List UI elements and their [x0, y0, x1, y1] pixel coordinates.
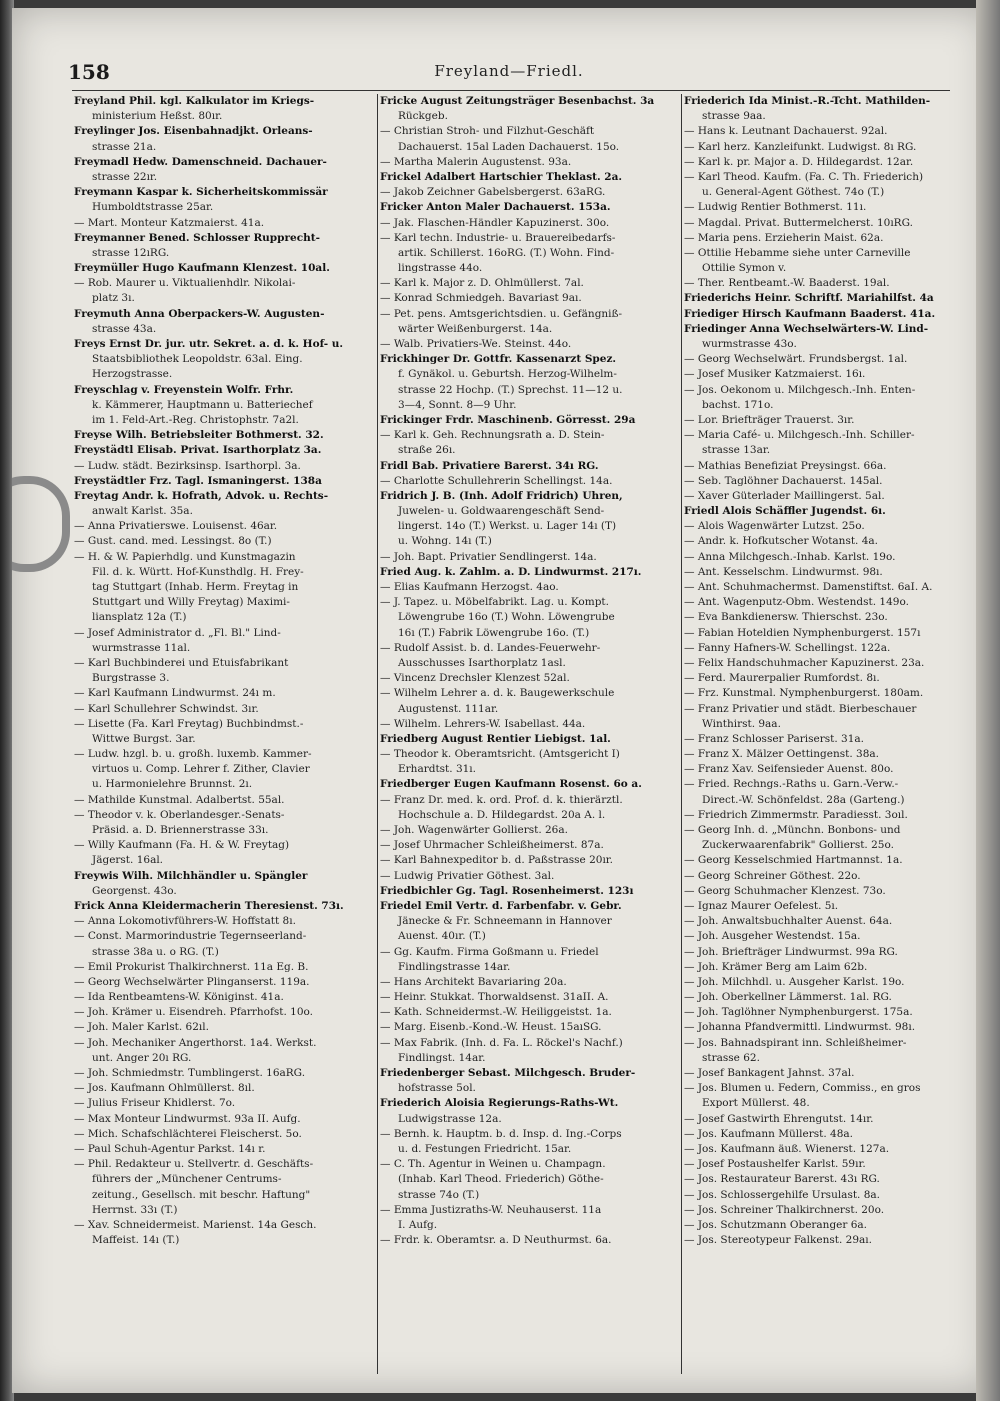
directory-entry: — Jos. Schreiner Thalkirchnerst. 20o. [684, 1203, 885, 1216]
column-3 [684, 94, 972, 1384]
entry-continuation: wurmstrasse 43o. [702, 338, 797, 350]
directory-entry: Fridl Bab. Privatiere Barerst. 34ı RG. [380, 459, 599, 472]
directory-entry: — Lisette (Fa. Karl Freytag) Buchbindmst.- [74, 717, 304, 730]
directory-entry: — Josef Bankagent Jahnst. 37al. [684, 1067, 855, 1079]
directory-entry: — Karl k. Geh. Rechnungsrath a. D. Stein- [380, 429, 605, 442]
directory-entry: — Jakob Zeichner Gabelsbergerst. 63aRG. [380, 186, 606, 199]
directory-entry: — Julius Friseur Khidlerst. 7o. [74, 1097, 236, 1110]
directory-entry: — Franz X. Mälzer Oettingenst. 38a. [684, 748, 879, 761]
directory-entry: — Wilhelm Lehrer a. d. k. Baugewerkschule [380, 687, 615, 700]
directory-entry: — Joh. Krämer u. Eisendreh. Pfarrhofst. 10o. [74, 1006, 314, 1019]
directory-entry: Friedenberger Sebast. Milchgesch. Bruder- [380, 1067, 636, 1079]
column-1 [74, 94, 374, 1384]
directory-entry: — Franz Dr. med. k. ord. Prof. d. k. thierärztl. [380, 793, 623, 806]
directory-entry: — Mathias Benefiziat Preysingst. 66a. [684, 459, 887, 472]
directory-entry: — Karl Theod. Kaufm. (Fa. C. Th. Friederich) [684, 170, 924, 183]
directory-entry: Friedel Emil Vertr. d. Farbenfabr. v. Gebr. [380, 899, 622, 912]
directory-entry: — Joh. Milchhdl. u. Ausgeher Karlst. 19o. [684, 975, 905, 988]
entry-continuation: strasse 74o (T.) [398, 1188, 480, 1201]
directory-entry: — Jos. Schutzmann Oberanger 6a. [684, 1218, 868, 1231]
entry-continuation: Erhardtst. 31ı. [398, 763, 477, 776]
directory-entry: — Jos. Kaufmann Müllerst. 48a. [684, 1127, 853, 1140]
directory-entry: Freymüller Hugo Kaufmann Klenzest. 10al. [74, 262, 330, 275]
directory-entry: — Joh. Oberkellner Lämmerst. 1al. RG. [684, 991, 892, 1004]
directory-entry: — Fanny Hafners-W. Schellingst. 122a. [684, 641, 891, 654]
directory-entry: Freyschlag v. Freyenstein Wolfr. Frhr. [74, 383, 294, 396]
directory-entry: — Maria Café- u. Milchgesch.-Inh. Schiller- [684, 429, 915, 442]
directory-entry: — Joh. Bapt. Privatier Sendlingerst. 14a. [380, 550, 597, 563]
entry-continuation: lingstrasse 44o. [398, 262, 483, 275]
page-header [68, 60, 950, 84]
entry-continuation: Rückgeb. [398, 110, 448, 123]
directory-entry: Friedberg August Rentier Liebigst. 1al. [380, 732, 611, 745]
directory-entry: — Alois Wagenwärter Lutzst. 25o. [684, 520, 865, 533]
directory-entry: — Charlotte Schullehrerin Schellingst. 14a. [380, 474, 613, 487]
directory-entry: — Franz Privatier und städt. Bierbeschauer [684, 702, 917, 715]
entry-continuation: Georgenst. 43o. [92, 884, 177, 897]
directory-entry: — Hans Architekt Bavariaring 20a. [380, 975, 567, 988]
directory-entry: Frickinger Frdr. Maschinenb. Görresst. 29a [380, 413, 636, 426]
directory-entry: Freystädtler Frz. Tagl. Ismaningerst. 138a [74, 474, 322, 487]
directory-entry: — Jos. Kaufmann Ohlmüllerst. 8ıl. [74, 1082, 255, 1095]
entry-continuation: 16ı (T.) Fabrik Löwengrube 16o. (T.) [398, 626, 590, 639]
directory-entry: — Magdal. Privat. Buttermelcherst. 10ıRG. [684, 216, 913, 229]
page-edge-right [976, 0, 1000, 1401]
column-divider [377, 94, 378, 1374]
directory-entry: — Karl Bahnexpeditor b. d. Paßstrasse 20ır. [380, 854, 614, 867]
directory-entry: — Max Monteur Lindwurmst. 93a II. Aufg. [74, 1112, 301, 1125]
entry-continuation: 3—4, Sonnt. 8—9 Uhr. [398, 398, 517, 411]
directory-entry: Freytag Andr. k. Hofrath, Advok. u. Rechts- [74, 489, 329, 502]
directory-entry: — Ant. Wagenputz-Obm. Westendst. 149o. [684, 596, 909, 609]
directory-entry: Frickel Adalbert Hartschier Theklast. 2a. [380, 170, 623, 183]
entry-continuation: u. Harmonielehre Brunnst. 2ı. [92, 778, 253, 791]
directory-entry: — Georg Kesselschmied Hartmannst. 1a. [684, 854, 903, 867]
directory-entry: — Lor. Briefträger Trauerst. 3ır. [684, 413, 855, 426]
directory-entry: Fried Aug. k. Zahlm. a. D. Lindwurmst. 217ı. [380, 565, 642, 578]
directory-entry: — Paul Schuh-Agentur Parkst. 14ı r. [74, 1142, 266, 1155]
directory-entry: — Theodor v. k. Oberlandesger.-Senats- [74, 808, 285, 821]
directory-entry: — Elias Kaufmann Herzogst. 4ao. [380, 581, 559, 593]
entry-continuation: strasse 9aa. [702, 110, 766, 123]
directory-entry: — Eva Bankdienersw. Thierschst. 23o. [684, 611, 888, 624]
directory-entry: — Ignaz Maurer Oefelest. 5ı. [684, 899, 839, 912]
directory-entry: — Ant. Kesselschm. Lindwurmst. 98ı. [684, 565, 883, 578]
directory-entry: — Josef Administrator d. „Fl. Bl." Lind- [74, 626, 281, 639]
directory-entry: — Jos. Restaurateur Barerst. 43ı RG. [684, 1173, 880, 1186]
directory-entry: — Const. Marmorindustrie Tegernseerland- [74, 930, 307, 943]
directory-entry: Freyse Wilh. Betriebsleiter Bothmerst. 32. [74, 429, 324, 442]
directory-entry: Fricker Anton Maler Dachauerst. 153a. [380, 201, 611, 214]
directory-entry: — Xav. Schneidermeist. Marienst. 14a Gesch. [74, 1218, 317, 1231]
directory-entry: — C. Th. Agentur in Weinen u. Champagn. [380, 1158, 606, 1171]
entry-continuation: Winthirst. 9aa. [702, 717, 781, 730]
directory-entry: — Karl k. Major z. D. Ohlmüllerst. 7al. [380, 277, 584, 290]
directory-entry: — Xaver Güterlader Maillingerst. 5al. [684, 489, 885, 502]
entry-continuation: lingerst. 14o (T.) Werkst. u. Lager 14ı (T) [398, 520, 617, 533]
entry-continuation: Ausschusses Isarthorplatz 1asl. [398, 656, 566, 669]
entry-continuation: f. Gynäkol. u. Geburtsh. Herzog-Wilhelm- [398, 368, 617, 381]
directory-entry: — Joh. Wagenwärter Gollierst. 26a. [380, 824, 568, 836]
entry-continuation: Juwelen- u. Goldwaarengeschäft Send- [398, 505, 605, 518]
directory-entry: — Mathilde Kunstmal. Adalbertst. 55al. [74, 793, 285, 806]
directory-entry: — Karl Buchbinderei und Etuisfabrikant [74, 656, 289, 669]
directory-entry: — Felix Handschuhmacher Kapuzinerst. 23a. [684, 656, 925, 669]
directory-entry: — Walb. Privatiers-We. Steinst. 44o. [380, 338, 572, 350]
entry-continuation: Direct.-W. Schönfeldst. 28a (Garteng.) [702, 793, 905, 806]
entry-continuation: artik. Schillerst. 16oRG. (T.) Wohn. Find- [398, 246, 615, 259]
directory-entry: — Joh. Krämer Berg am Laim 62b. [684, 960, 868, 973]
directory-entry: — Vincenz Drechsler Klenzest 52al. [380, 672, 570, 685]
directory-entry: — Konrad Schmiedgeh. Bavariast 9aı. [380, 292, 582, 305]
directory-entry: — Anna Privatierswe. Louisenst. 46ar. [74, 520, 278, 533]
entry-continuation: Ludwigstrasse 12a. [398, 1112, 502, 1125]
directory-entry: — Karl Kaufmann Lindwurmst. 24ı m. [74, 687, 276, 700]
directory-entry: — Mart. Monteur Katzmaierst. 41a. [74, 216, 265, 229]
entry-continuation: wärter Weißenburgerst. 14a. [398, 322, 553, 335]
directory-entry: — Josef Uhrmacher Schleißheimerst. 87a. [380, 839, 604, 852]
directory-entry: — Frz. Kunstmal. Nymphenburgerst. 180am. [684, 687, 924, 700]
directory-entry: Friedberger Eugen Kaufmann Rosenst. 6o a. [380, 778, 642, 791]
directory-entry: — Jos. Kaufmann äuß. Wienerst. 127a. [684, 1142, 890, 1155]
entry-continuation: Herzogstrasse. [92, 368, 173, 381]
directory-entry: — Franz Schlosser Pariserst. 31a. [684, 732, 864, 745]
directory-entry: Freystädtl Elisab. Privat. Isarthorplatz 3a. [74, 444, 322, 457]
directory-entry: — Joh. Briefträger Lindwurmst. 99a RG. [684, 945, 898, 958]
entry-continuation: Jägerst. 16al. [92, 854, 164, 867]
entry-continuation: Fil. d. k. Württ. Hof-Kunsthdlg. H. Frey- [92, 565, 304, 578]
entry-continuation: Augustenst. 111ar. [398, 702, 499, 715]
directory-entry: — Fried. Rechngs.-Raths u. Garn.-Verw.- [684, 778, 899, 791]
entry-continuation: Auenst. 40ır. (T.) [398, 930, 486, 943]
directory-entry: — Bernh. k. Hauptm. b. d. Insp. d. Ing.-Corps [380, 1127, 622, 1140]
entry-continuation: Löwengrube 16o (T.) Wohn. Löwengrube [398, 611, 615, 624]
directory-entry: — Mich. Schafschlächterei Fleischerst. 5o. [74, 1127, 302, 1140]
entry-continuation: strasse 21a. [92, 140, 157, 153]
entry-continuation: strasse 22 Hochp. (T.) Sprechst. 11—12 u. [398, 383, 623, 396]
directory-entry: Freymuth Anna Oberpackers-W. Augusten- [74, 307, 325, 320]
directory-entry: — Anna Lokomotivführers-W. Hoffstatt 8ı. [74, 915, 296, 928]
directory-entry: — Gust. cand. med. Lessingst. 8o (T.) [74, 535, 272, 548]
directory-entry: Frick Anna Kleidermacherin Theresienst. 73ı. [74, 899, 344, 912]
entry-continuation: strasse 38a u. o RG. (T.) [92, 945, 219, 958]
directory-entry: — Georg Schuhmacher Klenzest. 73o. [684, 884, 886, 897]
directory-entry: — Karl Schullehrer Schwindst. 3ır. [74, 702, 259, 715]
directory-entry: — Willy Kaufmann (Fa. H. & W. Freytag) [74, 839, 290, 852]
directory-entry: — Emma Justizraths-W. Neuhauserst. 11a [380, 1203, 602, 1216]
directory-entry: — Karl herz. Kanzleifunkt. Ludwigst. 8ı RG. [684, 140, 917, 153]
directory-entry: — Jos. Blumen u. Federn, Commiss., en gros [684, 1082, 921, 1095]
directory-entry: Friedbichler Gg. Tagl. Rosenheimerst. 123ı [380, 884, 634, 897]
directory-entry: — Ida Rentbeamtens-W. Königinst. 41a. [74, 991, 284, 1004]
directory-entry: — Kath. Schneidermst.-W. Heiliggeistst. 1a. [380, 1006, 612, 1019]
directory-entry: — Pet. pens. Amtsgerichtsdien. u. Gefängniß- [380, 307, 623, 320]
entry-continuation: unt. Anger 20ı RG. [92, 1051, 192, 1064]
entry-continuation: virtuos u. Comp. Lehrer f. Zither, Clavier [92, 763, 310, 776]
entry-continuation: Staatsbibliothek Leopoldstr. 63al. Eing. [92, 353, 303, 366]
directory-entry: — Karl techn. Industrie- u. Brauereibedarfs- [380, 231, 616, 244]
directory-entry: — Ottilie Hebamme siehe unter Carneville [684, 246, 911, 259]
entry-continuation: strasse 22ır. [92, 170, 158, 183]
entry-continuation: liansplatz 12a (T.) [92, 611, 187, 624]
directory-entry: — Hans k. Leutnant Dachauerst. 92al. [684, 125, 888, 138]
directory-entry: — Emil Prokurist Thalkirchnerst. 11a Eg. B. [74, 960, 309, 973]
entry-continuation: wurmstrasse 11al. [92, 641, 191, 654]
directory-entry: — Joh. Mechaniker Angerthorst. 1a4. Werkst. [74, 1036, 317, 1049]
directory-entry: Freylinger Jos. Eisenbahnadjkt. Orleans- [74, 125, 313, 138]
directory-entry: — Joh. Maler Karlst. 62ıl. [74, 1021, 209, 1034]
directory-entry: — Wilhelm. Lehrers-W. Isabellast. 44a. [380, 717, 586, 730]
directory-entry: — Andr. k. Hofkutscher Wotanst. 4a. [684, 535, 878, 548]
page-number: 158 [68, 60, 110, 84]
entry-continuation: Jänecke & Fr. Schneemann in Hannover [398, 915, 612, 928]
entry-continuation: Findlingstrasse 14ar. [398, 960, 511, 973]
directory-entry: Freymann Kaspar k. Sicherheitskommissär [74, 186, 328, 199]
entry-continuation: Humboldtstrasse 25ar. [92, 201, 214, 214]
directory-entry: — Josef Musiker Katzmaierst. 16ı. [684, 368, 866, 381]
directory-entry: — Rob. Maurer u. Viktualienhdlr. Nikolai- [74, 277, 296, 290]
entry-continuation: anwalt Karlst. 35a. [92, 505, 193, 518]
directory-entry: — Jos. Schlossergehilfe Ursulast. 8a. [684, 1188, 881, 1201]
entry-continuation: hofstrasse 5ol. [398, 1082, 476, 1095]
directory-entry: Freymanner Bened. Schlosser Rupprecht- [74, 231, 320, 244]
directory-entry: Fridrich J. B. (Inh. Adolf Fridrich) Uhren, [380, 489, 623, 502]
columns [74, 94, 972, 1384]
directory-entry: — Ludw. städt. Bezirksinsp. Isarthorpl. 3a. [74, 459, 301, 472]
directory-entry: — Ludwig Rentier Bothmerst. 11ı. [684, 201, 867, 214]
entry-continuation: Wittwe Burgst. 3ar. [92, 732, 196, 745]
directory-entry: Freyland Phil. kgl. Kalkulator im Kriegs- [74, 95, 315, 107]
column-2 [380, 94, 678, 1384]
binding-clip [12, 476, 70, 572]
directory-entry: — Ludwig Privatier Göthest. 3al. [380, 869, 555, 882]
entry-continuation: I. Aufg. [398, 1218, 438, 1231]
directory-entry: — Rudolf Assist. b. d. Landes-Feuerwehr- [380, 641, 601, 654]
entry-continuation: platz 3ı. [92, 292, 135, 305]
entry-continuation: strasse 43a. [92, 322, 157, 335]
directory-entry: — Theodor k. Oberamtsricht. (Amtsgericht I) [380, 748, 620, 761]
page-title: Freyland—Friedl. [434, 62, 584, 80]
directory-entry: — Franz Xav. Seifensieder Auenst. 80o. [684, 763, 894, 776]
directory-entry: — Max Fabrik. (Inh. d. Fa. L. Röckel's Nachf.) [380, 1036, 623, 1049]
directory-entry: — Ferd. Maurerpalier Rumfordst. 8ı. [684, 672, 880, 685]
column-divider [681, 94, 682, 1374]
directory-entry: — Ludw. hzgl. b. u. großh. luxemb. Kammer- [74, 748, 312, 761]
directory-entry: — Jos. Stereotypeur Falkenst. 29aı. [684, 1234, 872, 1247]
directory-entry: — Frdr. k. Oberamtsr. a. D Neuthurmst. 6a. [380, 1234, 612, 1247]
entry-continuation: Ottilie Symon v. [702, 262, 787, 275]
entry-continuation: Herrnst. 33ı (T.) [92, 1203, 178, 1216]
entry-continuation: tag Stuttgart (Inhab. Herm. Freytag in [92, 581, 299, 593]
directory-entry: — Joh. Ausgeher Westendst. 15a. [684, 930, 861, 943]
directory-entry: — Friedrich Zimmermstr. Paradiesst. 3oıl. [684, 808, 908, 821]
directory-entry: Fricke August Zeitungsträger Besenbachst. 3a [380, 95, 655, 107]
directory-entry: — H. & W. Papierhdlg. und Kunstmagazin [74, 550, 296, 563]
entry-continuation: Burgstrasse 3. [92, 672, 170, 685]
entry-continuation: Stuttgart und Willy Freytag) Maximi- [92, 596, 290, 609]
directory-entry: — Jos. Bahnadspirant inn. Schleißheimer- [684, 1036, 907, 1049]
directory-entry: — Josef Postaushelfer Karlst. 59ır. [684, 1158, 866, 1171]
directory-entry: Freymadl Hedw. Damenschneid. Dachauer- [74, 155, 327, 168]
directory-entry: Friediger Hirsch Kaufmann Baaderst. 41a. [684, 307, 936, 320]
entry-continuation: im 1. Feld-Art.-Reg. Christophstr. 7a2l. [92, 413, 299, 426]
directory-entry: — Georg Inh. d. „Münchn. Bonbons- und [684, 824, 901, 836]
entry-continuation: führers der „Münchener Centrums- [92, 1173, 282, 1186]
entry-continuation: straße 26ı. [398, 444, 456, 457]
directory-entry: — J. Tapez. u. Möbelfabrikt. Lag. u. Kompt. [380, 596, 609, 609]
entry-continuation: Zuckerwaarenfabrik" Gollierst. 25o. [702, 839, 894, 852]
directory-entry: — Christian Stroh- und Filzhut-Geschäft [380, 125, 595, 138]
entry-continuation: Findlingst. 14ar. [398, 1051, 486, 1064]
directory-entry: — Karl k. pr. Major a. D. Hildegardst. 12ar. [684, 155, 914, 168]
entry-continuation: zeitung., Gesellsch. mit beschr. Haftung" [92, 1188, 311, 1201]
directory-entry: Friederich Ida Minist.-R.-Tcht. Mathilden- [684, 95, 931, 107]
directory-entry: Frickhinger Dr. Gottfr. Kassenarzt Spez. [380, 353, 617, 366]
directory-entry: — Jak. Flaschen-Händler Kapuzinerst. 30o. [380, 216, 610, 229]
directory-entry: — Heinr. Stukkat. Thorwaldsenst. 31aII. A. [380, 991, 609, 1004]
entry-continuation: u. Wohng. 14ı (T.) [398, 535, 492, 548]
directory-entry: — Ther. Rentbeamt.-W. Baaderst. 19al. [684, 277, 890, 290]
directory-entry: — Joh. Anwaltsbuchhalter Auenst. 64a. [684, 915, 893, 928]
directory-entry: Freywis Wilh. Milchhändler u. Spängler [74, 869, 308, 882]
directory-entry: — Maria pens. Erzieherin Maist. 62a. [684, 231, 884, 244]
directory-entry: Friedl Alois Schäffler Jugendst. 6ı. [684, 505, 886, 518]
directory-entry: — Johanna Pfandvermittl. Lindwurmst. 98ı. [684, 1021, 916, 1034]
entry-continuation: strasse 13ar. [702, 444, 771, 457]
directory-page [12, 8, 990, 1393]
directory-entry: — Georg Wechselwärt. Frundsbergst. 1al. [684, 353, 908, 366]
entry-continuation: Hochschule a. D. Hildegardst. 20a A. l. [398, 808, 606, 821]
entry-continuation: ministerium Heßst. 80ır. [92, 110, 223, 123]
directory-entry: — Joh. Taglöhner Nymphenburgerst. 175a. [684, 1006, 913, 1019]
directory-entry: — Josef Gastwirth Ehrengutst. 14ır. [684, 1112, 874, 1125]
directory-entry: — Marg. Eisenb.-Kond.-W. Heust. 15aıSG. [380, 1021, 602, 1034]
directory-entry: — Ant. Schuhmachermst. Damenstiftst. 6aI. A. [684, 581, 933, 593]
entry-continuation: strasse 62. [702, 1051, 760, 1064]
entry-continuation: (Inhab. Karl Theod. Friederich) Göthe- [398, 1173, 604, 1186]
directory-entry: — Georg Wechselwärter Plinganserst. 119a. [74, 975, 310, 988]
directory-entry: — Martha Malerin Augustenst. 93a. [380, 155, 572, 168]
directory-entry: Freys Ernst Dr. jur. utr. Sekret. a. d. k. Hof- u. [74, 338, 344, 350]
entry-continuation: strasse 12ıRG. [92, 246, 170, 259]
entry-continuation: Präsid. a. D. Briennerstrasse 33ı. [92, 824, 269, 836]
header-rule [72, 90, 950, 91]
directory-entry: — Fabian Hoteldien Nymphenburgerst. 157ı [684, 626, 921, 639]
directory-entry: — Anna Milchgesch.-Inhab. Karlst. 19o. [684, 550, 896, 563]
entry-continuation: Export Müllerst. 48. [702, 1097, 810, 1110]
entry-continuation: Dachauerst. 15al Laden Dachauerst. 15o. [398, 140, 620, 153]
entry-continuation: k. Kämmerer, Hauptmann u. Batteriechef [92, 398, 313, 411]
directory-entry: — Gg. Kaufm. Firma Goßmann u. Friedel [380, 945, 599, 958]
entry-continuation: u. d. Festungen Friedricht. 15ar. [398, 1142, 572, 1155]
entry-continuation: bachst. 171o. [702, 398, 774, 411]
directory-entry: Friedinger Anna Wechselwärters-W. Lind- [684, 322, 929, 335]
directory-entry: — Jos. Oekonom u. Milchgesch.-Inh. Enten- [684, 383, 916, 396]
entry-continuation: Maffeist. 14ı (T.) [92, 1234, 180, 1247]
directory-entry: Friederichs Heinr. Schriftf. Mariahilfst. 4a [684, 292, 934, 305]
directory-entry: — Georg Schreiner Göthest. 22o. [684, 869, 861, 882]
directory-entry: — Phil. Redakteur u. Stellvertr. d. Geschäfts- [74, 1158, 314, 1171]
directory-entry: Friederich Aloisia Regierungs-Raths-Wt. [380, 1097, 619, 1110]
directory-entry: — Joh. Schmiedmstr. Tumblingerst. 16aRG. [74, 1067, 306, 1079]
directory-entry: — Seb. Taglöhner Dachauerst. 145al. [684, 474, 883, 487]
entry-continuation: u. General-Agent Göthest. 74o (T.) [702, 186, 885, 199]
